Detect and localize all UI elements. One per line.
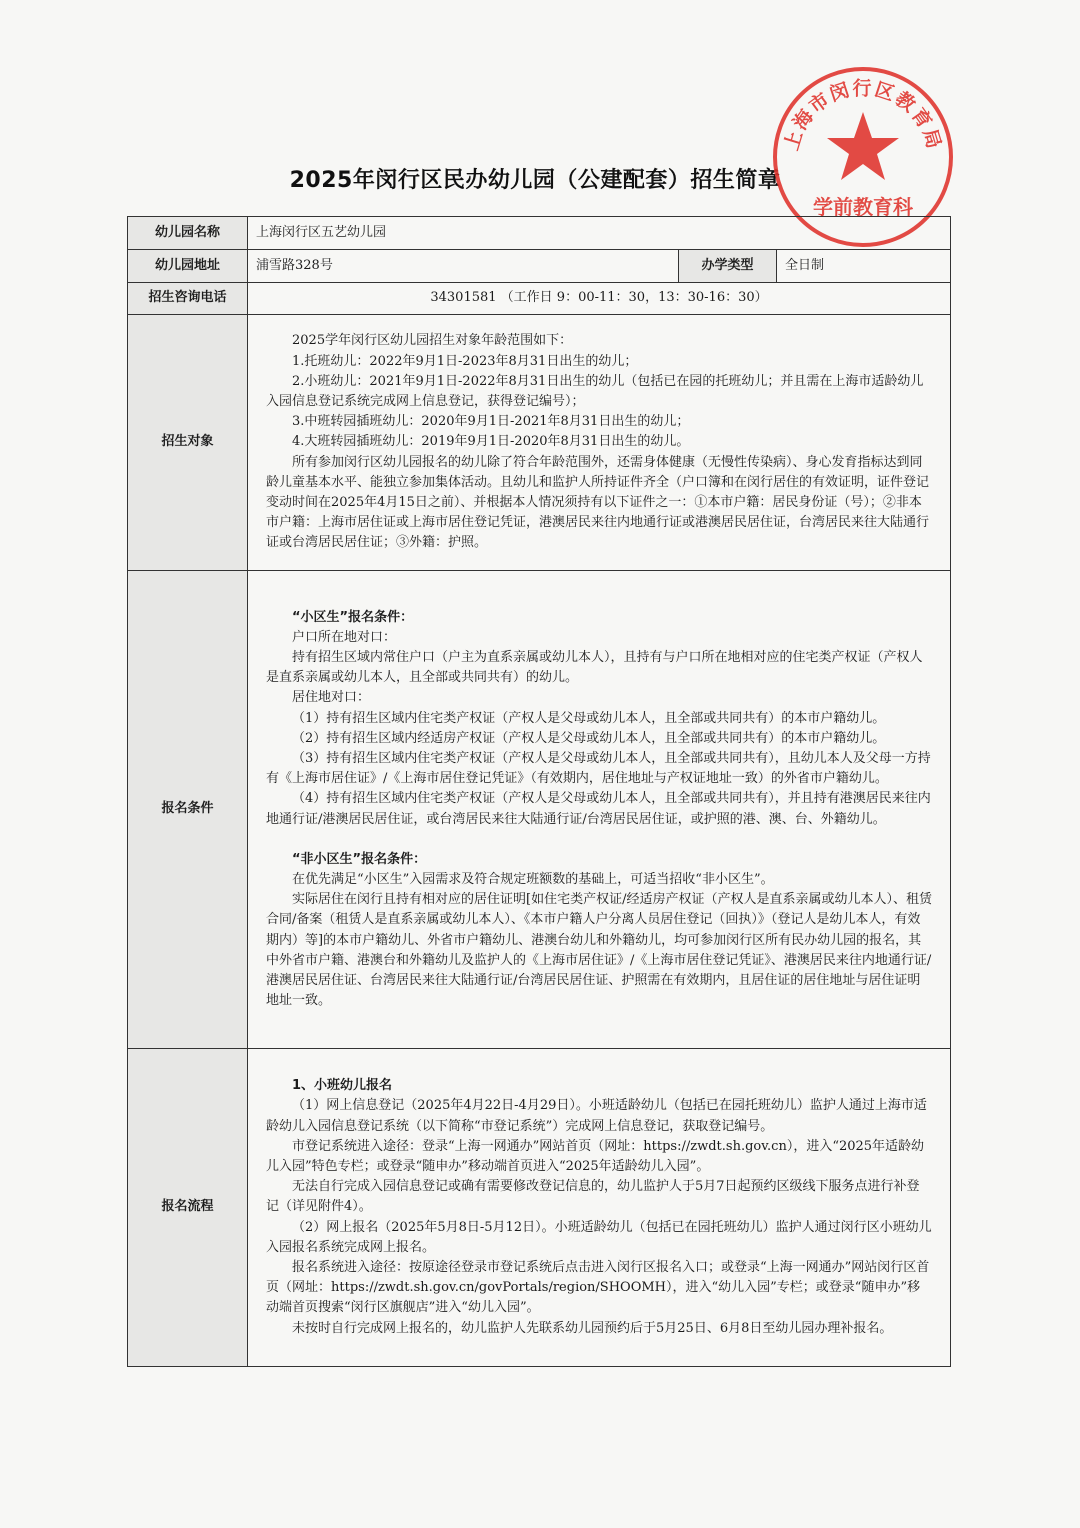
row-enrollment-targets bbox=[128, 315, 951, 571]
label-kindergarten-name: 幼儿园名称 bbox=[128, 217, 248, 250]
label-enrollment-targets: 招生对象 bbox=[128, 315, 248, 571]
targets-paragraph: 4.大班转园插班幼儿：2019年9月1日-2020年8月31日出生的幼儿。 bbox=[292, 434, 690, 450]
label-kindergarten-address: 幼儿园地址 bbox=[128, 250, 248, 283]
conditions-paragraph: 在优先满足“小区生”入园需求及符合规定班额数的基础上，可适当招收“非小区生”。 bbox=[292, 872, 774, 887]
value-kindergarten-address: 浦雪路328号 bbox=[248, 250, 679, 283]
content-enrollment-process bbox=[248, 1049, 951, 1367]
nonlocal-resident-heading: “非小区生”报名条件： bbox=[292, 851, 427, 867]
seal-star-icon bbox=[827, 112, 899, 180]
conditions-paragraph: 实际居住在闵行且持有相对应的居住证明[如住宅类产权证/经适房产权证（产权人是直系亲属或幼儿本人）、租赁合同/备案（租赁人是直系亲属或幼儿本人）、《本市户籍人户分离人员居住登记（回执）》（登记人是幼儿本人，有效期内）等]的本市户籍幼儿、外省市户籍幼儿、港澳台幼儿和外籍幼儿，均可参加闵行区所有民办幼儿园的报名，其中外省市户籍、港澳台和外籍幼儿及监护人的《上海市居住证》/《上海市居住登记凭证》、港澳居民来往内地通行证/港澳居民居住证、台湾居民来往大陆通行证/台湾居民居住证、护照需在有效期内，且居住证的居住地址与居住证明地址一致。 bbox=[266, 892, 932, 1009]
content-enrollment-targets bbox=[248, 315, 951, 571]
conditions-paragraph: （1）持有招生区域内住宅类产权证（产权人是父母或幼儿本人，且全部或共同共有）的本市户籍幼儿。 bbox=[292, 710, 886, 726]
content-enrollment-conditions bbox=[248, 571, 951, 1049]
conditions-paragraph: 居住地对口： bbox=[292, 690, 371, 706]
conditions-paragraph: 户口所在地对口： bbox=[292, 629, 397, 645]
process-paragraph: （2）网上报名（2025年5月8日-5月12日）。小班适龄幼儿（包括已在园托班幼儿）监护人通过闵行区小班幼儿入园报名系统完成网上报名。 bbox=[266, 1219, 932, 1255]
value-kindergarten-name: 上海闵行区五艺幼儿园 bbox=[248, 217, 951, 250]
row-enrollment-process bbox=[128, 1049, 951, 1367]
conditions-paragraph: （4）持有招生区域内住宅类产权证（产权人是父母或幼儿本人，且全部或共同共有），并且持有港澳居民来往内地通行证/港澳居民居住证，或台湾居民来往大陆通行证/台湾居民居住证，或护照的港、澳、台、外籍幼儿。 bbox=[266, 791, 931, 827]
seal-org-text: 上海市闵行区教育局 bbox=[780, 77, 946, 153]
value-school-type: 全日制 bbox=[777, 250, 951, 283]
process-paragraph: （1）网上信息登记（2025年4月22日-4月29日）。小班适龄幼儿（包括已在园托班幼儿）监护人通过上海市适龄幼儿入园信息登记系统（以下简称“市登记系统”）完成网上信息登记，获取登记编号。 bbox=[266, 1098, 927, 1134]
targets-paragraph: 2.小班幼儿：2021年9月1日-2022年8月31日出生的幼儿（包括已在园的托班幼儿；并且需在上海市适龄幼儿入园信息登记系统完成网上信息登记，获得登记编号）； bbox=[266, 373, 924, 409]
row-kindergarten-name bbox=[128, 217, 951, 250]
page-title: 2025年闵行区民办幼儿园（公建配套）招生简章 bbox=[289, 168, 781, 193]
process-heading: 1、小班幼儿报名 bbox=[292, 1078, 393, 1094]
label-consult-phone: 招生咨询电话 bbox=[128, 283, 248, 315]
process-paragraph: 报名系统进入途径：按原途径登录市登记系统后点击进入闵行区报名入口；或登录“上海一网通办”网站闵行区首页（网址：https://zwdt.sh.gov.cn/govPortals/region/SHOOMH），进入“幼儿入园”专栏；或登录“随申办”移动端首页搜索“闵行区旗舰店”进入“幼儿入园”。 bbox=[266, 1260, 930, 1316]
targets-paragraph: 3.中班转园插班幼儿：2020年9月1日-2021年8月31日出生的幼儿； bbox=[292, 414, 690, 430]
process-paragraph: 未按时自行完成网上报名的，幼儿监护人先联系幼儿园预约后于5月25日、6月8日至幼儿园办理补报名。 bbox=[292, 1320, 893, 1336]
targets-paragraph: 1.托班幼儿：2022年9月1日-2023年8月31日出生的幼儿； bbox=[292, 353, 638, 369]
conditions-paragraph: （3）持有招生区域内住宅类产权证（产权人是父母或幼儿本人，且全部或共同共有），且幼儿本人及父母一方持有《上海市居住证》/《上海市居住登记凭证》（有效期内，居住地址与产权证地址一致）的外省市户籍幼儿。 bbox=[266, 750, 931, 787]
process-paragraph: 市登记系统进入途径：登录“上海一网通办”网站首页（网址：https://zwdt.sh.gov.cn），进入“2025年适龄幼儿入园”特色专栏；或登录“随申办”移动端首页进入“2025年适龄幼儿入园”。 bbox=[266, 1138, 925, 1174]
label-school-type: 办学类型 bbox=[679, 250, 777, 283]
value-consult-phone: 34301581 （工作日 9：00-11：30，13：30-16：30） bbox=[248, 283, 951, 315]
targets-paragraph: 所有参加闵行区幼儿园报名的幼儿除了符合年龄范围外，还需身体健康（无慢性传染病）、身心发育指标达到同龄儿童基本水平、能独立参加集体活动。且幼儿和监护人所持证件齐全（户口簿和在闵行居住的有效证明，证件登记变动时间在2025年4月15日之前）、并根据本人情况须持有以下证件之一：①本市户籍：居民身份证（号）；②非本市户籍：上海市居住证或上海市居住登记凭证，港澳居民来往内地通行证或港澳居民居住证，台湾居民来往大陆通行证或台湾居民居住证；③外籍：护照。 bbox=[266, 454, 930, 551]
conditions-paragraph: 持有招生区域内常住户口（户主为直系亲属或幼儿本人），且持有与户口所在地相对应的住宅类产权证（产权人是直系亲属或幼儿本人，且全部或共同共有）的幼儿。 bbox=[266, 649, 923, 686]
seal-dept-text: 学前教育科 bbox=[813, 195, 913, 219]
targets-paragraph: 2025学年闵行区幼儿园招生对象年龄范围如下： bbox=[292, 333, 573, 349]
row-kindergarten-address bbox=[128, 250, 951, 283]
row-consult-phone bbox=[128, 283, 951, 315]
label-enrollment-conditions: 报名条件 bbox=[128, 571, 248, 1049]
local-resident-heading: “小区生”报名条件： bbox=[292, 609, 414, 625]
enrollment-table bbox=[127, 216, 951, 1367]
conditions-paragraph: （2）持有招生区域内经适房产权证（产权人是父母或幼儿本人，且全部或共同共有）的本市户籍幼儿。 bbox=[292, 730, 886, 746]
label-enrollment-process: 报名流程 bbox=[128, 1049, 248, 1367]
row-enrollment-conditions bbox=[128, 571, 951, 1049]
process-paragraph: 无法自行完成入园信息登记或确有需要修改登记信息的，幼儿监护人于5月7日起预约区级线下服务点进行补登记（详见附件4）。 bbox=[266, 1179, 920, 1215]
